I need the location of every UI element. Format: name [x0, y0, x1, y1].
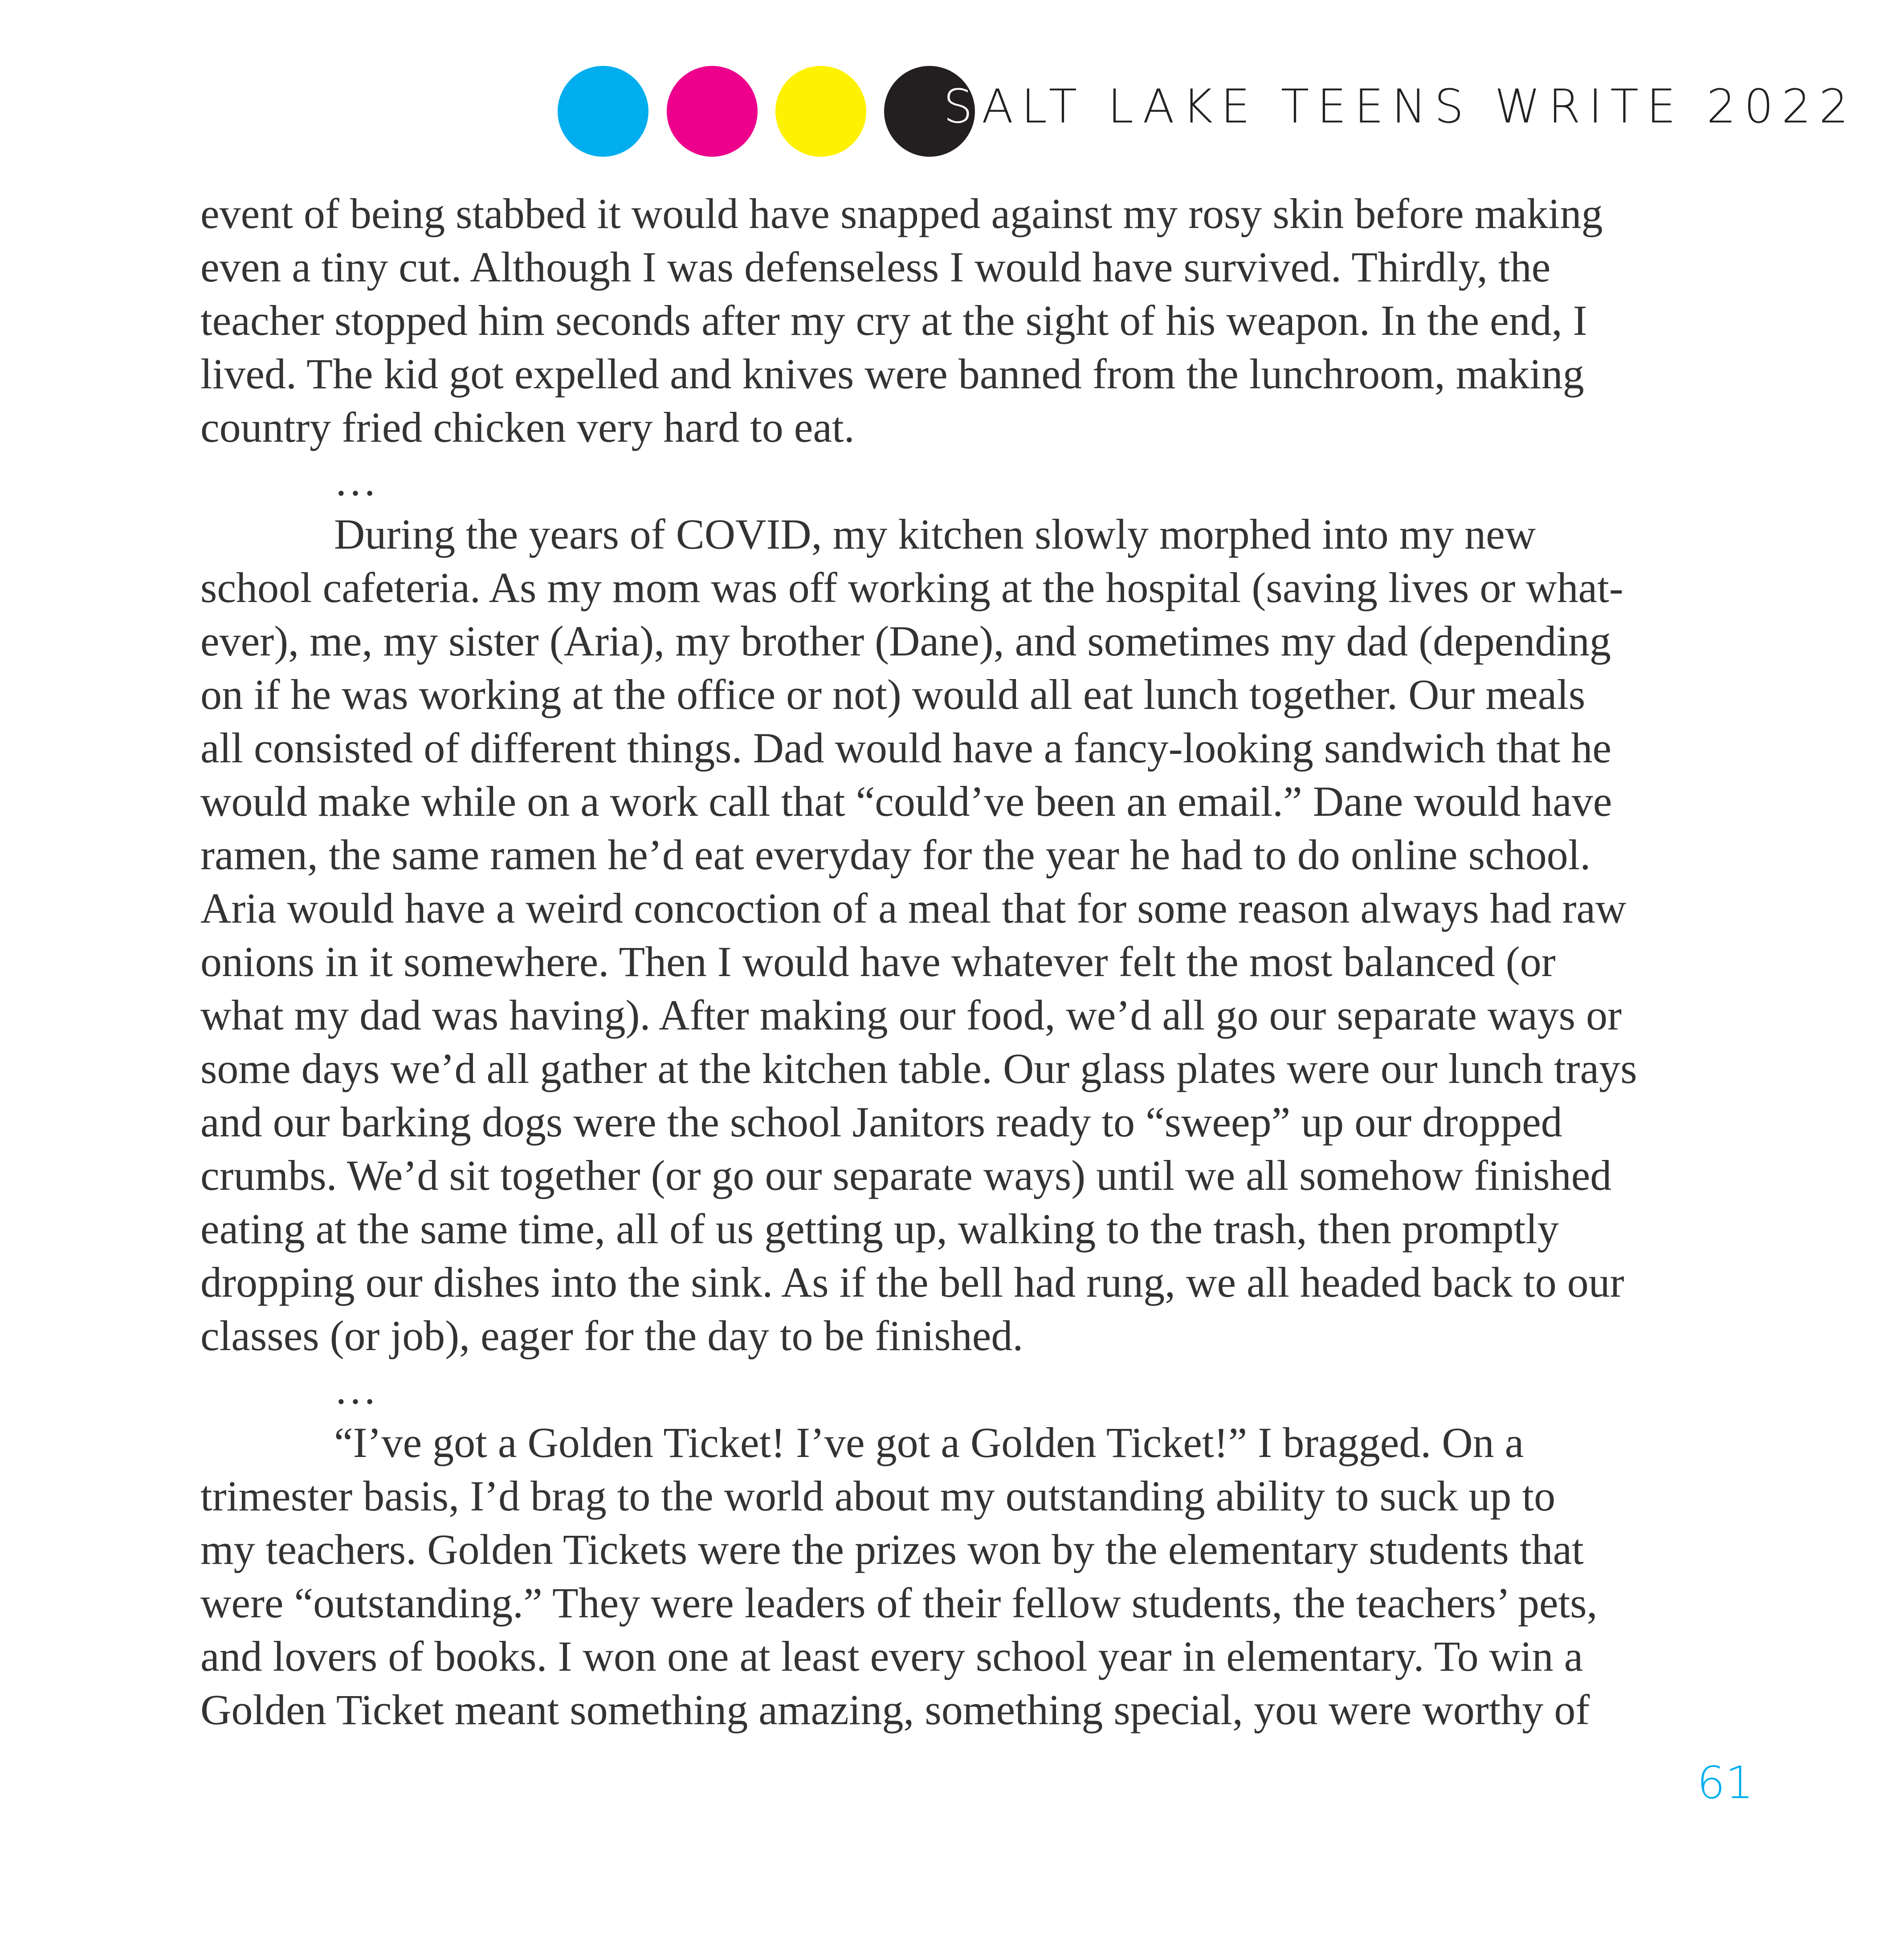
body-text	[200, 187, 1728, 1737]
text-line: and our barking dogs were the school Janitors ready to “sweep” up our dropped	[200, 1098, 1562, 1146]
text-line: and lovers of books. I won one at least every school year in elementary. To win a	[200, 1632, 1583, 1680]
text-line: even a tiny cut. Although I was defenseless I would have survived. Thirdly, the	[200, 243, 1551, 291]
series-title	[943, 79, 1856, 134]
text-line: were “outstanding.” They were leaders of their fellow students, the teachers’ pets,	[200, 1579, 1598, 1627]
text-line: …	[334, 1365, 377, 1413]
text-line: crumbs. We’d sit together (or go our separate ways) until we all somehow finished	[200, 1152, 1612, 1199]
yellow-dot	[775, 66, 866, 157]
text-line: lived. The kid got expelled and knives were banned from the lunchroom, making	[200, 350, 1584, 398]
text-line: eating at the same time, all of us getting up, walking to the trash, then promptly	[200, 1205, 1559, 1253]
text-line: Golden Ticket meant something amazing, something special, you were worthy of	[200, 1686, 1590, 1734]
text-line: During the years of COVID, my kitchen slowly morphed into my new	[334, 510, 1536, 558]
series-title-first-letter: S	[943, 79, 982, 134]
series-title-rest: ALT LAKE TEENS WRITE 2022	[981, 79, 1857, 134]
page-number: 61	[1697, 1757, 1754, 1809]
text-line: my teachers. Golden Tickets were the prizes won by the elementary students that	[200, 1526, 1584, 1573]
text-line: would make while on a work call that “could’ve been an email.” Dane would have	[200, 777, 1612, 825]
text-line: “I’ve got a Golden Ticket! I’ve got a Golden Ticket!” I bragged. On a	[334, 1419, 1524, 1466]
text-line: classes (or job), eager for the day to be finished.	[200, 1312, 1023, 1359]
text-line: on if he was working at the office or not) would all eat lunch together. Our meals	[200, 671, 1586, 718]
text-line: teacher stopped him seconds after my cry at the sight of his weapon. In the end, I	[200, 297, 1587, 344]
text-line: country fried chicken very hard to eat.	[200, 403, 855, 451]
text-line: school cafeteria. As my mom was off working at the hospital (saving lives or what-	[200, 564, 1623, 611]
magenta-dot	[667, 66, 758, 157]
text-line: what my dad was having). After making our food, we’d all go our separate ways or	[200, 991, 1622, 1039]
cyan-dot	[558, 66, 648, 157]
text-line: ramen, the same ramen he’d eat everyday for the year he had to do online school.	[200, 831, 1591, 879]
text-line: …	[334, 457, 377, 505]
page-header	[0, 0, 1904, 187]
text-line: ever), me, my sister (Aria), my brother (Dane), and sometimes my dad (depending	[200, 617, 1611, 665]
text-line: all consisted of different things. Dad would have a fancy-looking sandwich that he	[200, 724, 1612, 772]
text-line: onions in it somewhere. Then I would have whatever felt the most balanced (or	[200, 938, 1556, 985]
text-line: event of being stabbed it would have snapped against my rosy skin before making	[200, 190, 1603, 237]
text-line: some days we’d all gather at the kitchen table. Our glass plates were our lunch trays	[200, 1045, 1637, 1092]
text-line: dropping our dishes into the sink. As if the bell had rung, we all headed back to our	[200, 1258, 1624, 1306]
text-line: Aria would have a weird concoction of a meal that for some reason always had raw	[200, 884, 1627, 932]
text-line: trimester basis, I’d brag to the world about my outstanding ability to suck up to	[200, 1472, 1556, 1520]
